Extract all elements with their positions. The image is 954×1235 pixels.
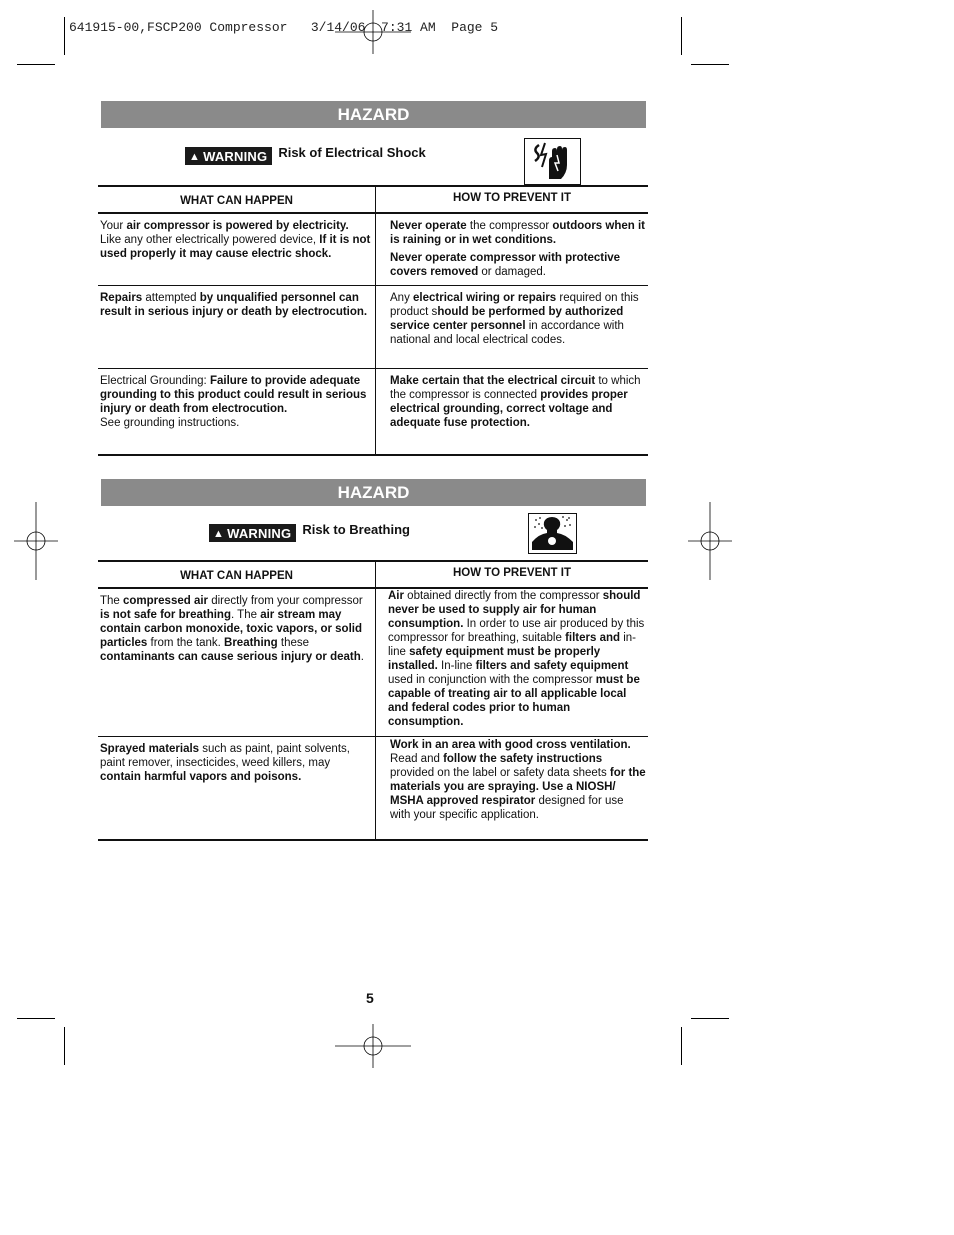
- how-to-prevent-cell: Work in an area with good cross ventilation. Read and follow the safety instructions provided on the label or safety data sheets for the materials you are spraying. Use a NIOSH/ MSHA approved respirator designed for use with your specific application.: [376, 736, 649, 840]
- warning-heading: [209, 524, 410, 542]
- hazard-table-electrical: [98, 185, 648, 456]
- print-slug-line: 641915-00,FSCP200 Compressor 3/14/06 7:31 AM Page 5: [69, 20, 499, 35]
- hazard-banner: HAZARD: [101, 479, 646, 506]
- warning-heading: [185, 147, 426, 165]
- column-header: HOW TO PREVENT IT: [376, 186, 649, 213]
- warning-badge: [209, 524, 296, 542]
- crop-mark: [691, 1018, 729, 1019]
- what-can-happen-cell: Your air compressor is powered by electricity. Like any other electrically powered device, If it is not used properly it may cause electric shock.: [98, 213, 376, 286]
- registration-mark-icon: [14, 502, 58, 580]
- how-to-prevent-cell: Air obtained directly from the compressor should never be used to supply air for human consumption. In order to use air produced by this compressor for breathing, suitable filters and in-line safety equipment must be properly installed. In-line filters and safety equipment used in conjunction with the compressor must be capable of treating air to all applicable local and federal codes prior to human consumption.: [376, 588, 649, 736]
- warning-label: WARNING: [227, 526, 292, 541]
- column-header: HOW TO PREVENT IT: [376, 561, 649, 588]
- what-can-happen-cell: The compressed air directly from your compressor is not safe for breathing. The air stream may contain carbon monoxide, toxic vapors, or solid particles from the tank. Breathing these contaminants can cause serious injury or death.: [98, 588, 376, 736]
- crop-mark: [691, 64, 729, 65]
- crop-mark: [681, 17, 682, 55]
- registration-mark-icon: [335, 1024, 411, 1068]
- warning-badge: [185, 147, 272, 165]
- what-can-happen-cell: Electrical Grounding: Failure to provide adequate grounding to this product could result in serious injury or death from electrocution. See grounding instructions.: [98, 369, 376, 455]
- warning-triangle-icon: ▲: [189, 150, 201, 163]
- warning-triangle-icon: ▲: [213, 527, 225, 540]
- risk-title: Risk of Electrical Shock: [278, 145, 426, 160]
- page-number: 5: [366, 990, 374, 1006]
- table-row: [98, 286, 648, 369]
- warning-label: WARNING: [203, 149, 268, 164]
- registration-mark-icon: [688, 502, 732, 580]
- what-can-happen-cell: Sprayed materials such as paint, paint solvents, paint remover, insecticides, weed killers, may contain harmful vapors and poisons.: [98, 736, 376, 840]
- crop-mark: [17, 64, 55, 65]
- crop-mark: [681, 1027, 682, 1065]
- electrical-shock-icon: [524, 138, 581, 185]
- how-to-prevent-cell: Make certain that the electrical circuit to which the compressor is connected provides proper electrical grounding, correct voltage and adequate fuse protection.: [376, 369, 649, 455]
- table-row: [98, 736, 648, 840]
- hazard-table-breathing: [98, 560, 648, 841]
- table-row: [98, 213, 648, 286]
- column-header: WHAT CAN HAPPEN: [98, 561, 376, 588]
- crop-mark: [17, 1018, 55, 1019]
- column-header: WHAT CAN HAPPEN: [98, 186, 376, 213]
- risk-title: Risk to Breathing: [302, 522, 410, 537]
- how-to-prevent-cell: Never operate the compressor outdoors when it is raining or in wet conditions. Never operate compressor with protective covers removed or damaged.: [376, 213, 649, 286]
- how-to-prevent-cell: Any electrical wiring or repairs required on this product should be performed by authorized service center personnel in accordance with national and local electrical codes.: [376, 286, 649, 369]
- table-row: [98, 369, 648, 455]
- crop-mark: [64, 1027, 65, 1065]
- registration-mark-icon: [335, 10, 411, 54]
- what-can-happen-cell: Repairs attempted by unqualified personnel can result in serious injury or death by electrocution.: [98, 286, 376, 369]
- table-row: [98, 588, 648, 736]
- breathing-hazard-icon: [528, 513, 577, 554]
- crop-mark: [64, 17, 65, 55]
- hazard-banner: HAZARD: [101, 101, 646, 128]
